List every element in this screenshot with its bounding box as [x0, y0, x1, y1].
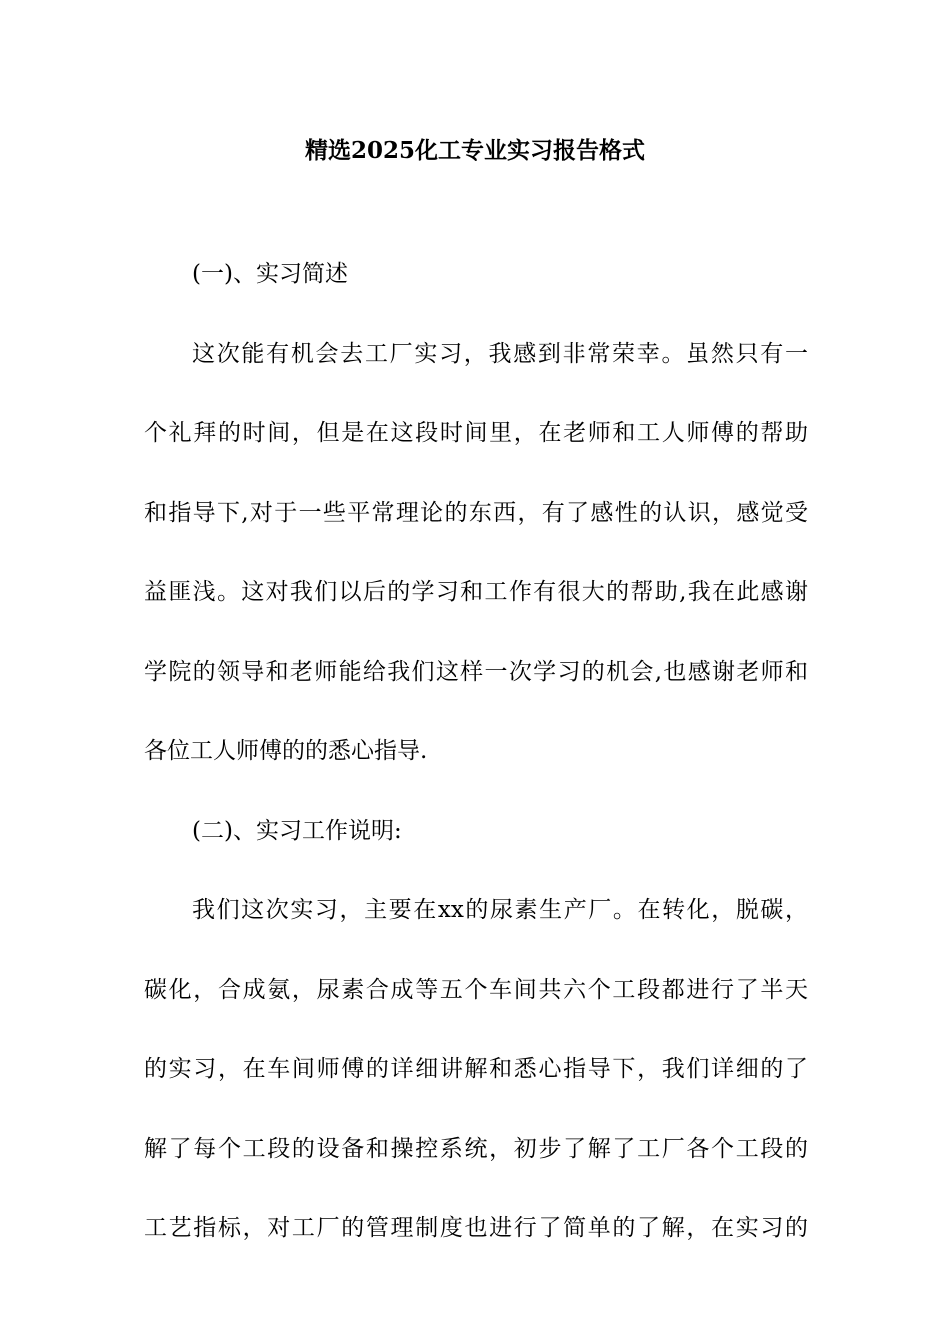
- paragraph-line: 和指导下,对于一些平常理论的东西，有了感性的认识，感觉受: [144, 499, 808, 526]
- document-body: [144, 255, 808, 1289]
- section-heading-1: (一)、实习简述: [192, 261, 348, 287]
- paragraph-line: 工艺指标，对工厂的管理制度也进行了简单的了解，在实习的: [144, 1215, 808, 1241]
- paragraph-line: 益匪浅。这对我们以后的学习和工作有很大的帮助,我在此感谢: [144, 579, 808, 605]
- paragraph-line: 这次能有机会去工厂实习，我感到非常荣幸。虽然只有一: [192, 340, 808, 367]
- section-heading-2: (二)、实习工作说明:: [192, 817, 402, 844]
- paragraph-line: 学院的领导和老师能给我们这样一次学习的机会,也感谢老师和: [144, 658, 808, 685]
- paragraph-line: 我们这次实习，主要在xx的尿素生产厂。在转化，脱碳，: [192, 897, 808, 923]
- document-title: 精选2025化工专业实习报告格式: [304, 137, 645, 164]
- paragraph-line: 的实习，在车间师傅的详细讲解和悉心指导下，我们详细的了: [144, 1056, 808, 1082]
- paragraph-line: 各位工人师傅的的悉心指导.: [144, 738, 428, 764]
- paragraph-line: 碳化，合成氨，尿素合成等五个车间共六个工段都进行了半天: [144, 976, 808, 1003]
- paragraph-line: 个礼拜的时间，但是在这段时间里，在老师和工人师傅的帮助: [144, 420, 808, 446]
- paragraph-line: 解了每个工段的设备和操控系统，初步了解了工厂各个工段的: [144, 1135, 808, 1162]
